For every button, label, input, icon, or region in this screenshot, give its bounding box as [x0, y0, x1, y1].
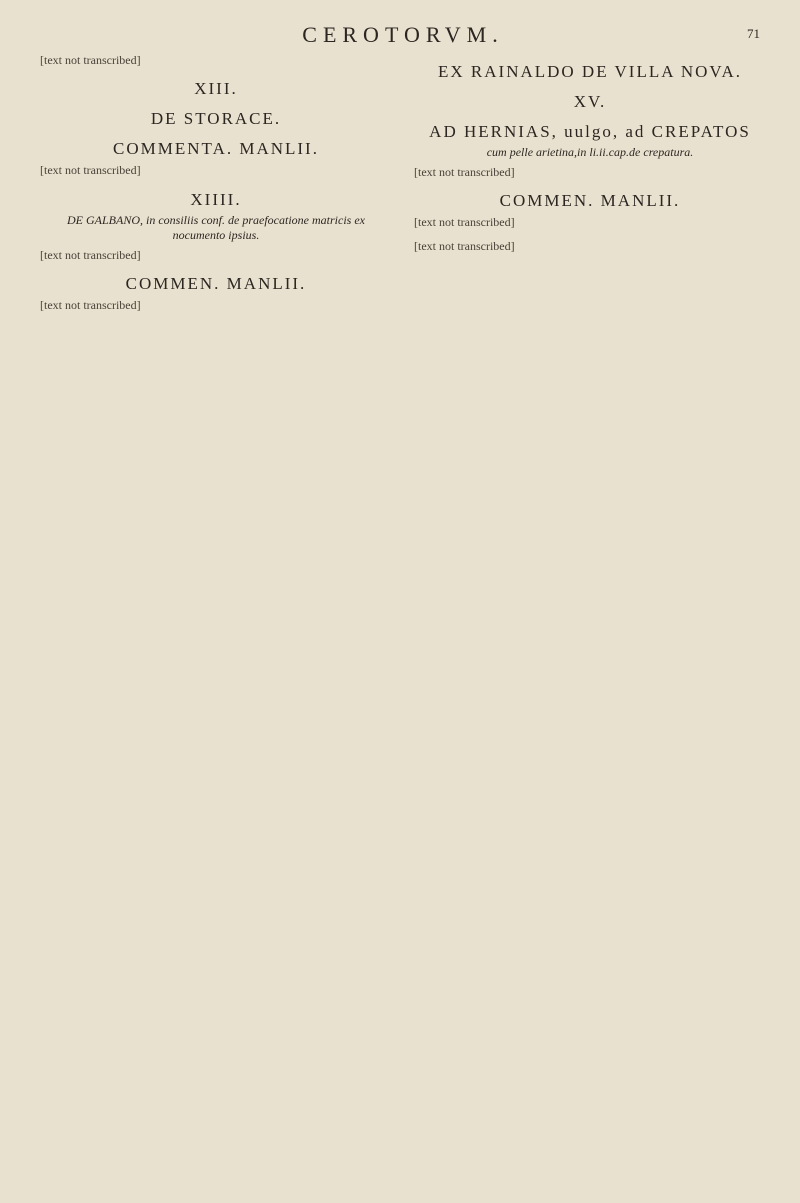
commentary-heading: COMMENTA. MANLII.: [113, 139, 319, 159]
running-head: CEROTORVM.: [302, 22, 504, 47]
commentary-heading: COMMEN. MANLII.: [125, 274, 307, 294]
text-columns: [40, 52, 766, 1182]
section-title: DE STORACE.: [150, 109, 282, 129]
paragraph: [text not transcribed]: [40, 163, 141, 178]
paragraph: [text not transcribed]: [414, 165, 515, 179]
right-column: [414, 52, 766, 1182]
section-subtitle: cum pelle arietina,in li.ii.cap.de crepatura.: [486, 145, 694, 159]
section-number: XIIII.: [190, 189, 242, 209]
section-title: DE GALBANO, in consiliis conf. de praefocatione matricis ex nocumento ipsius.: [67, 212, 365, 242]
paragraph: [text not transcribed]: [40, 247, 141, 262]
commentary-heading: COMMEN. MANLII.: [499, 191, 681, 211]
section-number: XV.: [573, 92, 607, 111]
paragraph: [text not transcribed]: [414, 215, 515, 230]
section-title: AD HERNIAS, uulgo, ad CREPATOS: [429, 122, 751, 141]
page-number: 71: [747, 26, 760, 41]
paragraph: [text not transcribed]: [40, 298, 141, 313]
paragraph: [text not transcribed]: [414, 238, 515, 253]
paragraph: [text not transcribed]: [40, 53, 141, 67]
source-heading: EX RAINALDO DE VILLA NOVA.: [438, 62, 742, 81]
left-column: [40, 52, 392, 1182]
section-number: XIII.: [194, 79, 238, 99]
